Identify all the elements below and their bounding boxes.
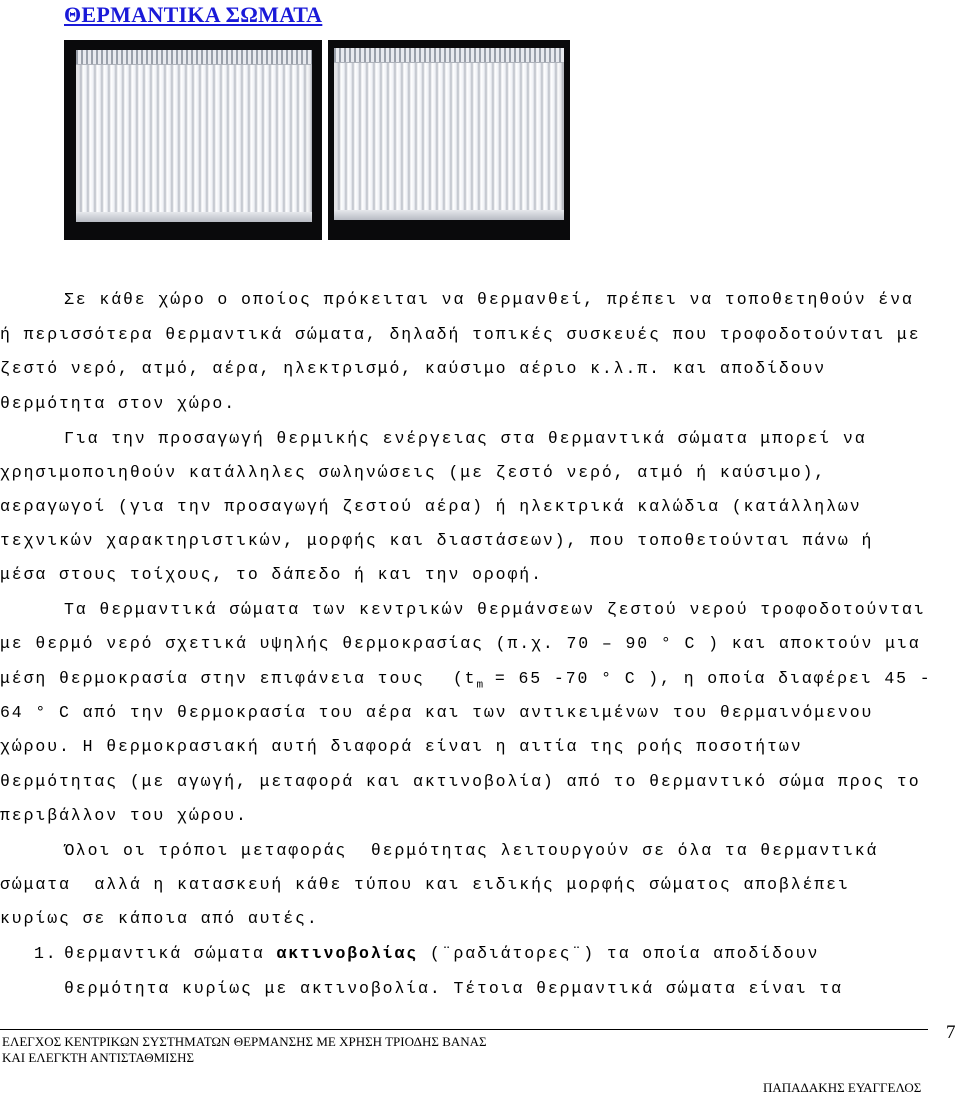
text-line: θερμότητα κυρίως με ακτινοβολία. Τέτοια θερμαντικά σώματα είναι τα: [64, 979, 843, 998]
text-line: σώματα αλλά η κατασκευή κάθε τύπου και ειδικής μορφής σώματος αποβλέπει: [0, 875, 850, 894]
text-line: κυρίως σε κάποια από αυτές.: [0, 909, 319, 928]
text-line: θερμότητα στον χώρο.: [0, 394, 237, 413]
text-line: ζεστό νερό, ατμό, αέρα, ηλεκτρισμό, καύσιμο αέριο κ.λ.π. και αποδίδουν: [0, 359, 827, 378]
text-line: με θερμό νερό σχετικά υψηλής θερμοκρασίας (π.χ. 70 – 90 ° C ) και αποκτούν μια: [0, 634, 921, 653]
radiator-panel: [76, 50, 312, 222]
text-line: θερμότητας (με αγωγή, μεταφορά και ακτινοβολία) από το θερμαντικό σώμα προς το: [0, 772, 921, 791]
text-line: περιβάλλον του χώρου.: [0, 806, 248, 825]
text-segment: μέση θερμοκρασία στην επιφάνεια τους: [0, 669, 425, 688]
text-line: αεραγωγοί (για την προσαγωγή ζεστού αέρα) ή ηλεκτρικά καλώδια (κατάλληλων: [0, 497, 862, 516]
text-line: χώρου. Η θερμοκρασιακή αυτή διαφορά είναι η αιτία της ροής ποσοτήτων: [0, 737, 803, 756]
text-line: Τα θερμαντικά σώματα των κεντρικών θερμάνσεων ζεστού νερού τροφοδοτούνται: [64, 600, 926, 619]
page-title: ΘΕΡΜΑΝΤΙΚΑ ΣΩΜΑΤΑ: [64, 2, 323, 27]
radiator-image-left: [64, 40, 322, 240]
text-segment: (¨ραδιάτορες¨) τα οποία αποδίδουν: [418, 944, 820, 963]
radiator-image-right: [328, 40, 570, 240]
text-line: χρησιμοποιηθούν κατάλληλες σωληνώσεις (με ζεστό νερό, ατμό ή καύσιμο),: [0, 463, 827, 482]
text-line: ή περισσότερα θερμαντικά σώματα, δηλαδή τοπικές συσκευές που τροφοδοτούνται με: [0, 325, 921, 344]
footer-title-line1: ΕΛΕΓΧΟΣ ΚΕΝΤΡΙΚΩΝ ΣΥΣΤΗΜΑΤΩΝ ΘΕΡΜΑΝΣΗΣ ΜΕ ΧΡΗΣΗ ΤΡΙΟΔΗΣ ΒΑΝΑΣ: [2, 1034, 487, 1049]
text-segment: (t: [452, 669, 477, 688]
text-line: τεχνικών χαρακτηριστικών, μορφής και διαστάσεων), που τοποθετούνται πάνω ή: [0, 531, 874, 550]
emphasis-term: ακτινοβολίας: [276, 944, 419, 963]
page-number: 7: [946, 1022, 956, 1043]
text-line: [0, 669, 932, 691]
text-segment: θερμαντικά σώματα: [64, 944, 277, 963]
text-line: μέσα στους τοίχους, το δάπεδο ή και την οροφή.: [0, 565, 543, 584]
text-segment: = 65 -70 ° C ), η οποία διαφέρει 45 -: [483, 669, 932, 688]
footer-author: ΠΑΠΑΔΑΚΗΣ ΕΥΑΓΓΕΛΟΣ: [763, 1080, 922, 1095]
list-number: 1.: [34, 944, 58, 963]
text-line: 64 ° C από την θερμοκρασία του αέρα και των αντικειμένων του θερμαινόμενου: [0, 703, 874, 722]
subscript: m: [476, 679, 484, 692]
text-line: Όλοι οι τρόποι μεταφοράς θερμότητας λειτουργούν σε όλα τα θερμαντικά: [64, 841, 879, 860]
footer-title-line2: ΚΑΙ ΕΛΕΓΚΤΗ ΑΝΤΙΣΤΑΘΜΙΣΗΣ: [2, 1050, 195, 1065]
text-line: Σε κάθε χώρο ο οποίος πρόκειται να θερμανθεί, πρέπει να τοποθετηθούν ένα: [64, 290, 914, 309]
radiator-panel: [334, 48, 564, 220]
footer-divider: [0, 1029, 928, 1030]
text-line: Για την προσαγωγή θερμικής ενέργειας στα θερμαντικά σώματα μπορεί να: [64, 429, 867, 448]
list-item-text: [64, 944, 819, 963]
